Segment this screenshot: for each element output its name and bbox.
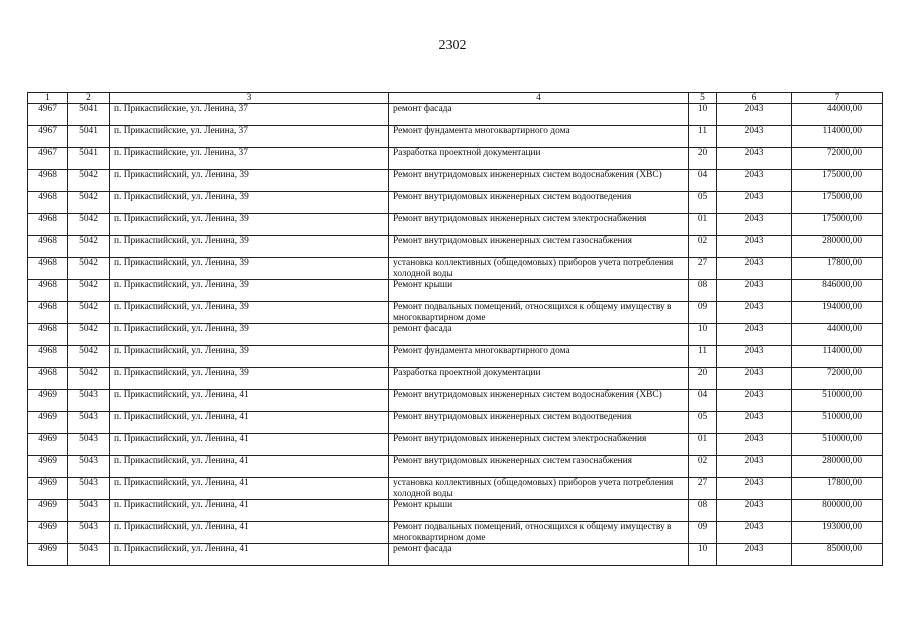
table-row xyxy=(28,390,883,412)
work-code-cell: 09 xyxy=(689,522,717,544)
table-row xyxy=(28,478,883,500)
header-cell: 1 xyxy=(28,93,68,104)
table-row xyxy=(28,148,883,170)
cost-cell: 193000,00 xyxy=(792,522,883,544)
object-code-cell: 5042 xyxy=(68,170,110,192)
year-cell: 2043 xyxy=(717,302,792,324)
table-row xyxy=(28,126,883,148)
cost-cell: 85000,00 xyxy=(792,544,883,566)
work-code-cell: 08 xyxy=(689,500,717,522)
address-cell: п. Прикаспийский, ул. Ленина, 39 xyxy=(110,214,389,236)
work-code-cell: 10 xyxy=(689,324,717,346)
table-row xyxy=(28,104,883,126)
table-row xyxy=(28,522,883,544)
cost-cell: 175000,00 xyxy=(792,214,883,236)
year-cell: 2043 xyxy=(717,456,792,478)
row-number-cell: 4969 xyxy=(28,390,68,412)
address-cell: п. Прикаспийские, ул. Ленина, 37 xyxy=(110,104,389,126)
work-type-cell: ремонт фасада xyxy=(389,324,689,346)
row-number-cell: 4969 xyxy=(28,412,68,434)
cost-cell: 280000,00 xyxy=(792,456,883,478)
year-cell: 2043 xyxy=(717,324,792,346)
work-type-cell: Ремонт внутридомовых инженерных систем газоснабжения xyxy=(389,456,689,478)
cost-cell: 194000,00 xyxy=(792,302,883,324)
work-type-cell: установка коллективных (общедомовых) приборов учета потребления холодной воды xyxy=(389,258,689,280)
object-code-cell: 5043 xyxy=(68,522,110,544)
work-code-cell: 01 xyxy=(689,434,717,456)
cost-cell: 17800,00 xyxy=(792,478,883,500)
cost-cell: 44000,00 xyxy=(792,324,883,346)
row-number-cell: 4969 xyxy=(28,544,68,566)
cost-cell: 114000,00 xyxy=(792,126,883,148)
table-row xyxy=(28,346,883,368)
object-code-cell: 5041 xyxy=(68,126,110,148)
cost-cell: 280000,00 xyxy=(792,236,883,258)
year-cell: 2043 xyxy=(717,412,792,434)
work-type-cell: Ремонт подвальных помещений, относящихся к общему имуществу в многоквартирном доме xyxy=(389,522,689,544)
work-type-cell: ремонт фасада xyxy=(389,544,689,566)
object-code-cell: 5042 xyxy=(68,214,110,236)
year-cell: 2043 xyxy=(717,258,792,280)
work-code-cell: 20 xyxy=(689,148,717,170)
header-row xyxy=(28,93,883,104)
work-code-cell: 04 xyxy=(689,170,717,192)
address-cell: п. Прикаспийский, ул. Ленина, 39 xyxy=(110,258,389,280)
object-code-cell: 5042 xyxy=(68,280,110,302)
work-code-cell: 10 xyxy=(689,544,717,566)
row-number-cell: 4968 xyxy=(28,368,68,390)
object-code-cell: 5043 xyxy=(68,390,110,412)
work-code-cell: 05 xyxy=(689,412,717,434)
cost-cell: 510000,00 xyxy=(792,434,883,456)
table-row xyxy=(28,434,883,456)
cost-cell: 175000,00 xyxy=(792,192,883,214)
work-type-cell: Ремонт фундамента многоквартирного дома xyxy=(389,346,689,368)
work-type-cell: Ремонт внутридомовых инженерных систем водоотведения xyxy=(389,412,689,434)
header-cell: 5 xyxy=(689,93,717,104)
address-cell: п. Прикаспийский, ул. Ленина, 39 xyxy=(110,324,389,346)
work-code-cell: 27 xyxy=(689,478,717,500)
object-code-cell: 5043 xyxy=(68,500,110,522)
work-code-cell: 04 xyxy=(689,390,717,412)
object-code-cell: 5041 xyxy=(68,104,110,126)
address-cell: п. Прикаспийский, ул. Ленина, 39 xyxy=(110,170,389,192)
header-cell: 2 xyxy=(68,93,110,104)
cost-cell: 175000,00 xyxy=(792,170,883,192)
table-row xyxy=(28,236,883,258)
work-code-cell: 27 xyxy=(689,258,717,280)
year-cell: 2043 xyxy=(717,170,792,192)
row-number-cell: 4969 xyxy=(28,456,68,478)
table-row xyxy=(28,324,883,346)
year-cell: 2043 xyxy=(717,280,792,302)
page-number: 2302 xyxy=(438,38,467,53)
cost-cell: 72000,00 xyxy=(792,148,883,170)
year-cell: 2043 xyxy=(717,214,792,236)
row-number-cell: 4968 xyxy=(28,170,68,192)
address-cell: п. Прикаспийский, ул. Ленина, 41 xyxy=(110,412,389,434)
table-row xyxy=(28,456,883,478)
address-cell: п. Прикаспийский, ул. Ленина, 39 xyxy=(110,280,389,302)
row-number-cell: 4967 xyxy=(28,126,68,148)
row-number-cell: 4968 xyxy=(28,236,68,258)
table-row xyxy=(28,500,883,522)
table-row xyxy=(28,192,883,214)
address-cell: п. Прикаспийский, ул. Ленина, 39 xyxy=(110,236,389,258)
header-cell: 6 xyxy=(717,93,792,104)
row-number-cell: 4968 xyxy=(28,346,68,368)
object-code-cell: 5043 xyxy=(68,478,110,500)
year-cell: 2043 xyxy=(717,390,792,412)
address-cell: п. Прикаспийский, ул. Ленина, 41 xyxy=(110,434,389,456)
cost-cell: 44000,00 xyxy=(792,104,883,126)
cost-cell: 800000,00 xyxy=(792,500,883,522)
address-cell: п. Прикаспийский, ул. Ленина, 41 xyxy=(110,456,389,478)
work-code-cell: 09 xyxy=(689,302,717,324)
work-type-cell: Ремонт подвальных помещений, относящихся к общему имуществу в многоквартирном доме xyxy=(389,302,689,324)
object-code-cell: 5042 xyxy=(68,192,110,214)
work-type-cell: Ремонт фундамента многоквартирного дома xyxy=(389,126,689,148)
work-type-cell: Разработка проектной документации xyxy=(389,368,689,390)
cost-cell: 510000,00 xyxy=(792,412,883,434)
work-type-cell: Ремонт крыши xyxy=(389,280,689,302)
row-number-cell: 4969 xyxy=(28,478,68,500)
year-cell: 2043 xyxy=(717,522,792,544)
row-number-cell: 4968 xyxy=(28,302,68,324)
work-code-cell: 08 xyxy=(689,280,717,302)
year-cell: 2043 xyxy=(717,148,792,170)
object-code-cell: 5042 xyxy=(68,302,110,324)
row-number-cell: 4967 xyxy=(28,148,68,170)
work-code-cell: 01 xyxy=(689,214,717,236)
work-type-cell: установка коллективных (общедомовых) приборов учета потребления холодной воды xyxy=(389,478,689,500)
year-cell: 2043 xyxy=(717,126,792,148)
header-cell: 3 xyxy=(110,93,389,104)
table-row xyxy=(28,302,883,324)
repair-schedule-table xyxy=(27,92,883,566)
object-code-cell: 5043 xyxy=(68,544,110,566)
work-type-cell: Ремонт внутридомовых инженерных систем электроснабжения xyxy=(389,214,689,236)
row-number-cell: 4967 xyxy=(28,104,68,126)
address-cell: п. Прикаспийский, ул. Ленина, 41 xyxy=(110,522,389,544)
header-cell: 7 xyxy=(792,93,883,104)
cost-cell: 72000,00 xyxy=(792,368,883,390)
object-code-cell: 5043 xyxy=(68,412,110,434)
work-type-cell: Ремонт крыши xyxy=(389,500,689,522)
table-body xyxy=(28,104,883,566)
address-cell: п. Прикаспийский, ул. Ленина, 39 xyxy=(110,302,389,324)
work-type-cell: ремонт фасада xyxy=(389,104,689,126)
year-cell: 2043 xyxy=(717,368,792,390)
work-type-cell: Ремонт внутридомовых инженерных систем водоснабжения (ХВС) xyxy=(389,170,689,192)
row-number-cell: 4969 xyxy=(28,522,68,544)
cost-cell: 114000,00 xyxy=(792,346,883,368)
row-number-cell: 4969 xyxy=(28,500,68,522)
work-code-cell: 11 xyxy=(689,126,717,148)
object-code-cell: 5042 xyxy=(68,324,110,346)
row-number-cell: 4968 xyxy=(28,214,68,236)
table-row xyxy=(28,368,883,390)
cost-cell: 17800,00 xyxy=(792,258,883,280)
table-row xyxy=(28,280,883,302)
year-cell: 2043 xyxy=(717,478,792,500)
work-code-cell: 02 xyxy=(689,236,717,258)
row-number-cell: 4968 xyxy=(28,192,68,214)
year-cell: 2043 xyxy=(717,544,792,566)
work-code-cell: 20 xyxy=(689,368,717,390)
table-row xyxy=(28,544,883,566)
work-code-cell: 02 xyxy=(689,456,717,478)
address-cell: п. Прикаспийский, ул. Ленина, 41 xyxy=(110,544,389,566)
address-cell: п. Прикаспийский, ул. Ленина, 41 xyxy=(110,500,389,522)
row-number-cell: 4969 xyxy=(28,434,68,456)
table-row xyxy=(28,214,883,236)
object-code-cell: 5043 xyxy=(68,456,110,478)
table-row xyxy=(28,170,883,192)
cost-cell: 510000,00 xyxy=(792,390,883,412)
work-code-cell: 11 xyxy=(689,346,717,368)
year-cell: 2043 xyxy=(717,434,792,456)
work-code-cell: 05 xyxy=(689,192,717,214)
table-row xyxy=(28,412,883,434)
work-type-cell: Ремонт внутридомовых инженерных систем электроснабжения xyxy=(389,434,689,456)
address-cell: п. Прикаспийские, ул. Ленина, 37 xyxy=(110,126,389,148)
address-cell: п. Прикаспийские, ул. Ленина, 37 xyxy=(110,148,389,170)
work-type-cell: Разработка проектной документации xyxy=(389,148,689,170)
work-code-cell: 10 xyxy=(689,104,717,126)
header-cell: 4 xyxy=(389,93,689,104)
year-cell: 2043 xyxy=(717,192,792,214)
work-type-cell: Ремонт внутридомовых инженерных систем водоснабжения (ХВС) xyxy=(389,390,689,412)
year-cell: 2043 xyxy=(717,500,792,522)
address-cell: п. Прикаспийский, ул. Ленина, 41 xyxy=(110,390,389,412)
address-cell: п. Прикаспийский, ул. Ленина, 39 xyxy=(110,346,389,368)
object-code-cell: 5041 xyxy=(68,148,110,170)
address-cell: п. Прикаспийский, ул. Ленина, 39 xyxy=(110,192,389,214)
object-code-cell: 5042 xyxy=(68,346,110,368)
object-code-cell: 5042 xyxy=(68,258,110,280)
year-cell: 2043 xyxy=(717,104,792,126)
object-code-cell: 5042 xyxy=(68,368,110,390)
row-number-cell: 4968 xyxy=(28,324,68,346)
address-cell: п. Прикаспийский, ул. Ленина, 41 xyxy=(110,478,389,500)
row-number-cell: 4968 xyxy=(28,258,68,280)
object-code-cell: 5043 xyxy=(68,434,110,456)
cost-cell: 846000,00 xyxy=(792,280,883,302)
table-row xyxy=(28,258,883,280)
year-cell: 2043 xyxy=(717,236,792,258)
address-cell: п. Прикаспийский, ул. Ленина, 39 xyxy=(110,368,389,390)
object-code-cell: 5042 xyxy=(68,236,110,258)
work-type-cell: Ремонт внутридомовых инженерных систем газоснабжения xyxy=(389,236,689,258)
year-cell: 2043 xyxy=(717,346,792,368)
work-type-cell: Ремонт внутридомовых инженерных систем водоотведения xyxy=(389,192,689,214)
table-header xyxy=(28,93,883,104)
row-number-cell: 4968 xyxy=(28,280,68,302)
